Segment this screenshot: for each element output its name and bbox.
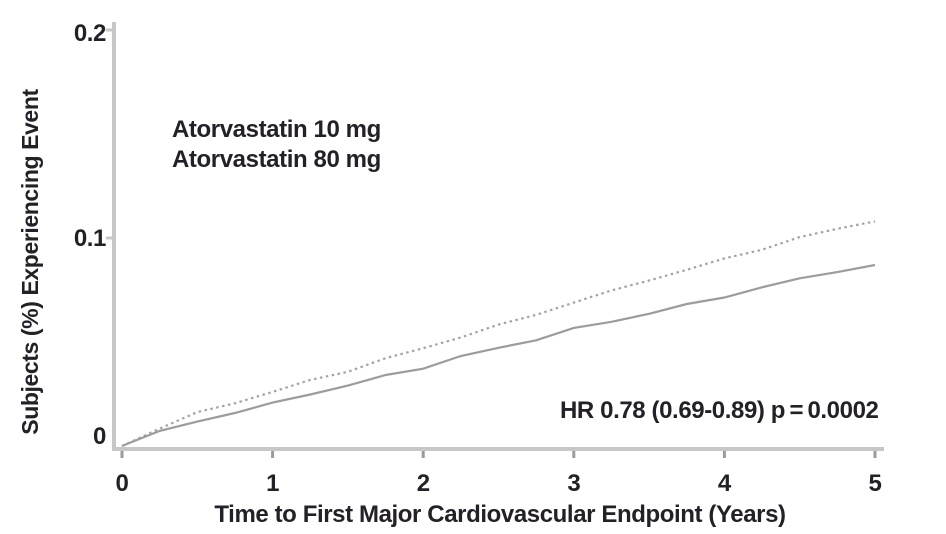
x-tick-label-5: 5 (868, 470, 882, 497)
legend-item-atorvastatin-10mg: Atorvastatin 10 mg (172, 116, 381, 143)
y-tick-label-0.1: 0.1 (73, 225, 106, 252)
hr-annotation: HR 0.78 (0.69-0.89) p = 0.0002 (560, 397, 879, 424)
x-axis (112, 449, 884, 528)
x-tick-label-4: 4 (717, 470, 731, 497)
y-tick-label-0.2: 0.2 (73, 20, 106, 47)
x-tick-label-1: 1 (266, 470, 280, 497)
y-tick-label-0: 0 (93, 423, 106, 450)
x-tick-label-3: 3 (567, 470, 581, 497)
x-axis-title: Time to First Major Cardiovascular Endpoint (Years) (214, 501, 786, 528)
legend-item-atorvastatin-80mg: Atorvastatin 80 mg (172, 146, 381, 173)
y-axis (17, 20, 114, 450)
x-tick-label-0: 0 (115, 470, 129, 497)
y-axis-title: Subjects (%) Experiencing Event (17, 89, 43, 435)
x-tick-label-2: 2 (416, 470, 430, 497)
legend (172, 116, 381, 173)
